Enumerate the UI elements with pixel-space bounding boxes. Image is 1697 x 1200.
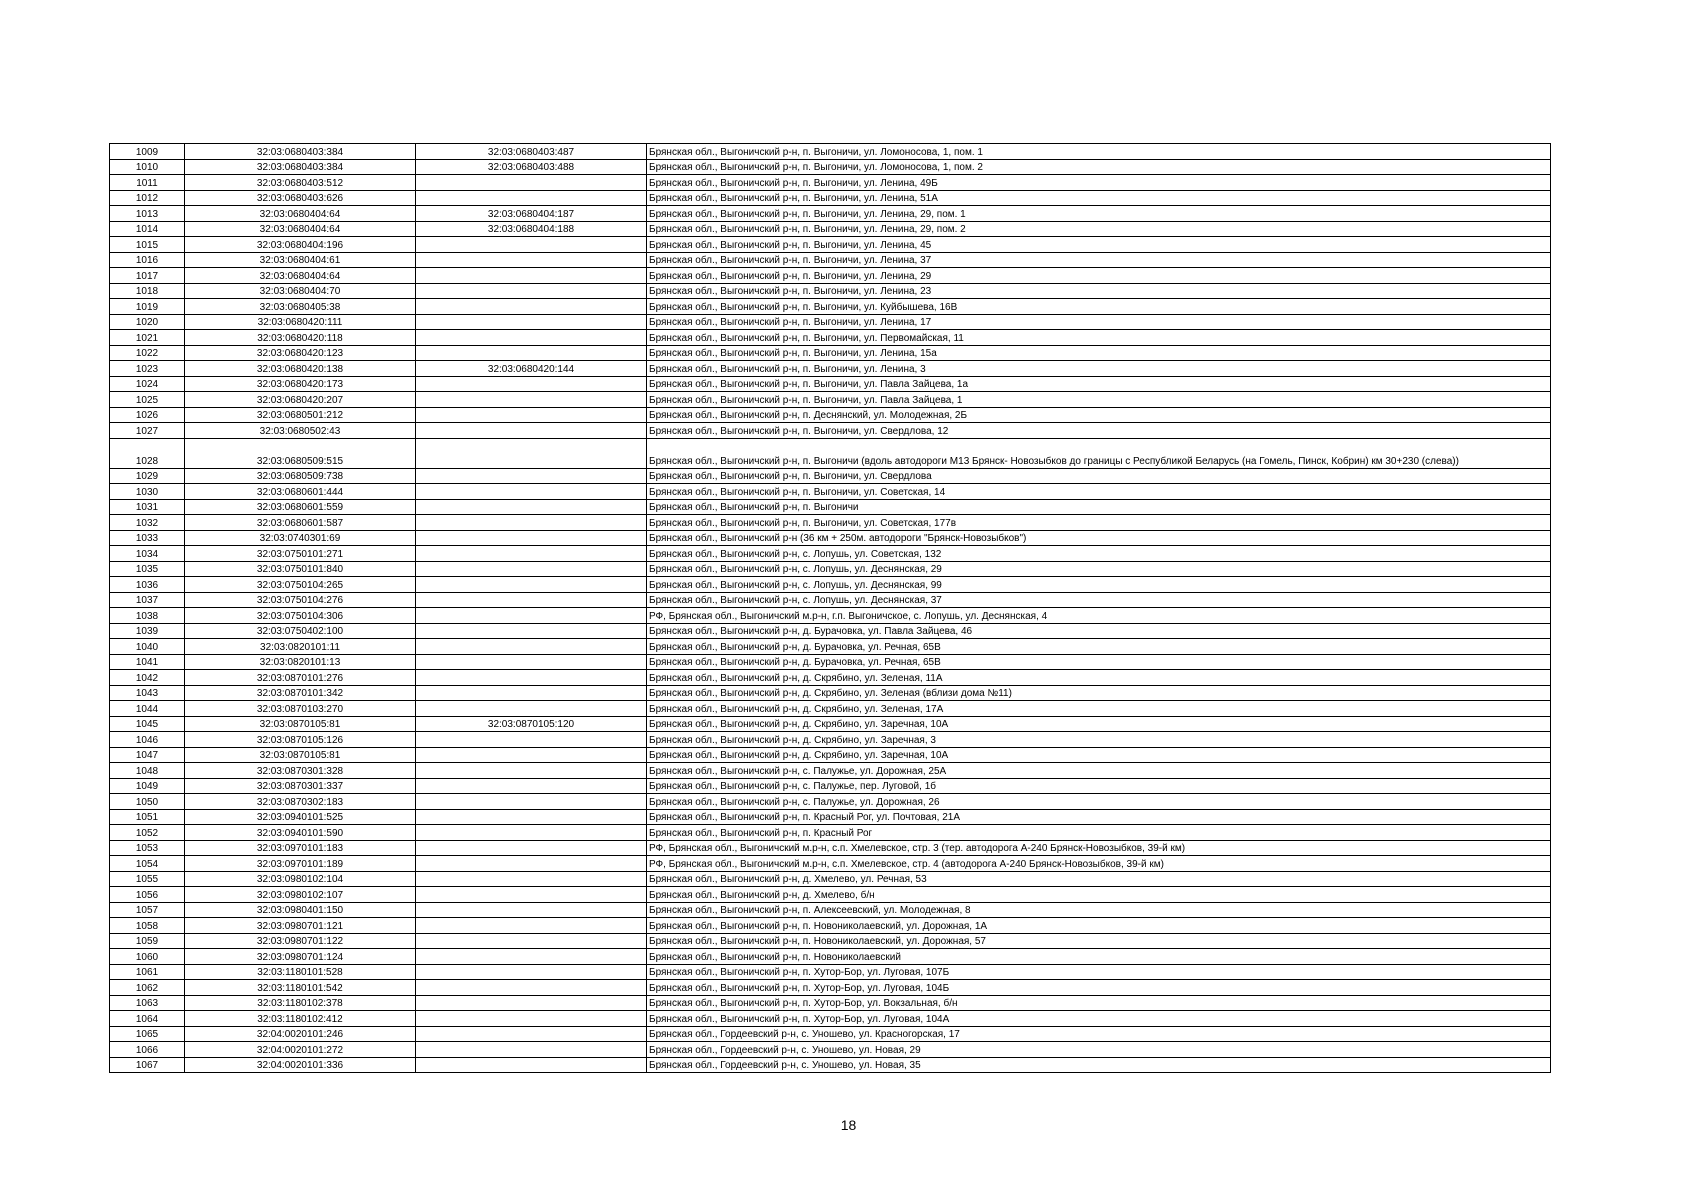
registry-table-body bbox=[110, 144, 1551, 1073]
table-row bbox=[110, 423, 1551, 439]
address-cell: Брянская обл., Выгоничский р-н, п. Выгоничи, ул. Ленина, 3 bbox=[647, 361, 1551, 377]
table-row bbox=[110, 701, 1551, 717]
related-cadastral-number-cell bbox=[416, 1057, 647, 1073]
address-cell: Брянская обл., Выгоничский р-н, д. Скрябино, ул. Заречная, 3 bbox=[647, 732, 1551, 748]
address-cell: Брянская обл., Выгоничский р-н, с. Лопушь, ул. Деснянская, 99 bbox=[647, 577, 1551, 593]
table-row bbox=[110, 964, 1551, 980]
address-cell: Брянская обл., Выгоничский р-н (36 км + 250м. автодороги "Брянск-Новозыбков") bbox=[647, 530, 1551, 546]
related-cadastral-number-cell bbox=[416, 639, 647, 655]
row-number-cell: 1058 bbox=[110, 918, 185, 934]
address-cell: Брянская обл., Выгоничский р-н, с. Лопушь, ул. Деснянская, 29 bbox=[647, 561, 1551, 577]
cadastral-number-cell: 32:03:0970101:183 bbox=[185, 840, 416, 856]
related-cadastral-number-cell bbox=[416, 856, 647, 872]
table-row bbox=[110, 608, 1551, 624]
related-cadastral-number-cell bbox=[416, 887, 647, 903]
cadastral-number-cell: 32:03:0980401:150 bbox=[185, 902, 416, 918]
row-number-cell: 1037 bbox=[110, 592, 185, 608]
related-cadastral-number-cell bbox=[416, 592, 647, 608]
row-number-cell: 1035 bbox=[110, 561, 185, 577]
table-row bbox=[110, 546, 1551, 562]
cadastral-number-cell: 32:03:0680404:64 bbox=[185, 206, 416, 222]
related-cadastral-number-cell bbox=[416, 407, 647, 423]
row-number-cell: 1024 bbox=[110, 376, 185, 392]
address-cell: Брянская обл., Выгоничский р-н, п. Выгоничи, ул. Ленина, 37 bbox=[647, 252, 1551, 268]
address-cell: Брянская обл., Выгоничский р-н, п. Хутор-Бор, ул. Луговая, 104Б bbox=[647, 980, 1551, 996]
row-number-cell: 1030 bbox=[110, 484, 185, 500]
related-cadastral-number-cell: 32:03:0870105:120 bbox=[416, 716, 647, 732]
address-cell: РФ, Брянская обл., Выгоничский м.р-н, с.п. Хмелевское, стр. 4 (автодорога А-240 Брянск-Новозыбков, 39-й км) bbox=[647, 856, 1551, 872]
table-row bbox=[110, 732, 1551, 748]
cadastral-number-cell: 32:03:0680501:212 bbox=[185, 407, 416, 423]
row-number-cell: 1050 bbox=[110, 794, 185, 810]
related-cadastral-number-cell bbox=[416, 794, 647, 810]
address-cell: Брянская обл., Выгоничский р-н, д. Бурачовка, ул. Павла Зайцева, 46 bbox=[647, 623, 1551, 639]
cadastral-number-cell: 32:03:0680420:207 bbox=[185, 392, 416, 408]
table-row bbox=[110, 268, 1551, 284]
address-cell: Брянская обл., Выгоничский р-н, п. Выгоничи, ул. Ломоносова, 1, пом. 2 bbox=[647, 159, 1551, 175]
cadastral-number-cell: 32:03:0680420:173 bbox=[185, 376, 416, 392]
cadastral-number-cell: 32:03:0680420:138 bbox=[185, 361, 416, 377]
related-cadastral-number-cell bbox=[416, 423, 647, 439]
related-cadastral-number-cell: 32:03:0680403:488 bbox=[416, 159, 647, 175]
table-row bbox=[110, 515, 1551, 531]
cadastral-number-cell: 32:03:0870103:270 bbox=[185, 701, 416, 717]
row-number-cell: 1045 bbox=[110, 716, 185, 732]
table-row bbox=[110, 1057, 1551, 1073]
related-cadastral-number-cell bbox=[416, 345, 647, 361]
row-number-cell: 1028 bbox=[110, 438, 185, 468]
table-row bbox=[110, 484, 1551, 500]
address-cell: Брянская обл., Выгоничский р-н, п. Выгоничи, ул. Ленина, 45 bbox=[647, 237, 1551, 253]
related-cadastral-number-cell bbox=[416, 392, 647, 408]
cadastral-number-cell: 32:03:0680420:118 bbox=[185, 330, 416, 346]
cadastral-number-cell: 32:03:0870105:81 bbox=[185, 747, 416, 763]
table-row bbox=[110, 345, 1551, 361]
cadastral-number-cell: 32:03:0980701:124 bbox=[185, 949, 416, 965]
table-row bbox=[110, 949, 1551, 965]
table-row bbox=[110, 825, 1551, 841]
table-row bbox=[110, 592, 1551, 608]
row-number-cell: 1018 bbox=[110, 283, 185, 299]
related-cadastral-number-cell bbox=[416, 840, 647, 856]
related-cadastral-number-cell bbox=[416, 871, 647, 887]
address-cell: Брянская обл., Выгоничский р-н, с. Палужье, ул. Дорожная, 26 bbox=[647, 794, 1551, 810]
address-cell: Брянская обл., Выгоничский р-н, п. Хутор-Бор, ул. Вокзальная, б/н bbox=[647, 995, 1551, 1011]
address-cell: Брянская обл., Гордеевский р-н, с. Уношево, ул. Новая, 29 bbox=[647, 1042, 1551, 1058]
address-cell: Брянская обл., Выгоничский р-н, п. Новониколаевский bbox=[647, 949, 1551, 965]
related-cadastral-number-cell bbox=[416, 468, 647, 484]
row-number-cell: 1025 bbox=[110, 392, 185, 408]
related-cadastral-number-cell bbox=[416, 980, 647, 996]
address-cell: Брянская обл., Выгоничский р-н, д. Хмелево, ул. Речная, 53 bbox=[647, 871, 1551, 887]
address-cell: Брянская обл., Выгоничский р-н, с. Лопушь, ул. Советская, 132 bbox=[647, 546, 1551, 562]
cadastral-number-cell: 32:03:0750104:306 bbox=[185, 608, 416, 624]
table-row bbox=[110, 685, 1551, 701]
related-cadastral-number-cell bbox=[416, 778, 647, 794]
related-cadastral-number-cell bbox=[416, 1011, 647, 1027]
related-cadastral-number-cell bbox=[416, 902, 647, 918]
row-number-cell: 1010 bbox=[110, 159, 185, 175]
related-cadastral-number-cell bbox=[416, 918, 647, 934]
table-row bbox=[110, 670, 1551, 686]
cadastral-number-cell: 32:03:0680420:123 bbox=[185, 345, 416, 361]
related-cadastral-number-cell bbox=[416, 1042, 647, 1058]
address-cell: Брянская обл., Выгоничский р-н, п. Выгоничи (вдоль автодороги М13 Брянск- Новозыбков до границы с Республикой Беларусь (на Гомель, Пинск, Кобрин) км 30+230 (слева)) bbox=[647, 438, 1551, 468]
related-cadastral-number-cell bbox=[416, 747, 647, 763]
address-cell: Брянская обл., Выгоничский р-н, п. Выгоничи, ул. Первомайская, 11 bbox=[647, 330, 1551, 346]
cadastral-number-cell: 32:03:0680403:512 bbox=[185, 175, 416, 191]
address-cell: Брянская обл., Выгоничский р-н, п. Хутор-Бор, ул. Луговая, 104А bbox=[647, 1011, 1551, 1027]
related-cadastral-number-cell bbox=[416, 964, 647, 980]
address-cell: Брянская обл., Выгоничский р-н, п. Выгоничи, ул. Ленина, 29, пом. 2 bbox=[647, 221, 1551, 237]
address-cell: Брянская обл., Выгоничский р-н, п. Выгоничи, ул. Ленина, 29 bbox=[647, 268, 1551, 284]
row-number-cell: 1011 bbox=[110, 175, 185, 191]
table-row bbox=[110, 809, 1551, 825]
cadastral-number-cell: 32:03:1180102:378 bbox=[185, 995, 416, 1011]
related-cadastral-number-cell bbox=[416, 330, 647, 346]
table-row bbox=[110, 159, 1551, 175]
row-number-cell: 1012 bbox=[110, 190, 185, 206]
cadastral-number-cell: 32:03:0870105:81 bbox=[185, 716, 416, 732]
row-number-cell: 1026 bbox=[110, 407, 185, 423]
row-number-cell: 1051 bbox=[110, 809, 185, 825]
row-number-cell: 1064 bbox=[110, 1011, 185, 1027]
address-cell: Брянская обл., Выгоничский р-н, п. Новониколаевский, ул. Дорожная, 57 bbox=[647, 933, 1551, 949]
row-number-cell: 1016 bbox=[110, 252, 185, 268]
table-row bbox=[110, 237, 1551, 253]
cadastral-number-cell: 32:03:0680404:64 bbox=[185, 268, 416, 284]
row-number-cell: 1023 bbox=[110, 361, 185, 377]
table-row bbox=[110, 933, 1551, 949]
cadastral-number-cell: 32:03:0680502:43 bbox=[185, 423, 416, 439]
row-number-cell: 1057 bbox=[110, 902, 185, 918]
registry-table bbox=[109, 143, 1551, 1073]
table-row bbox=[110, 561, 1551, 577]
related-cadastral-number-cell bbox=[416, 438, 647, 468]
row-number-cell: 1047 bbox=[110, 747, 185, 763]
cadastral-number-cell: 32:03:0980102:107 bbox=[185, 887, 416, 903]
table-row bbox=[110, 1042, 1551, 1058]
table-row bbox=[110, 902, 1551, 918]
page-number: 18 bbox=[840, 1117, 857, 1133]
table-row bbox=[110, 918, 1551, 934]
related-cadastral-number-cell bbox=[416, 252, 647, 268]
table-row bbox=[110, 407, 1551, 423]
row-number-cell: 1046 bbox=[110, 732, 185, 748]
related-cadastral-number-cell: 32:03:0680403:487 bbox=[416, 144, 647, 160]
cadastral-number-cell: 32:03:0680403:626 bbox=[185, 190, 416, 206]
row-number-cell: 1040 bbox=[110, 639, 185, 655]
cadastral-number-cell: 32:03:0680403:384 bbox=[185, 159, 416, 175]
related-cadastral-number-cell bbox=[416, 299, 647, 315]
row-number-cell: 1055 bbox=[110, 871, 185, 887]
address-cell: Брянская обл., Выгоничский р-н, п. Выгоничи, ул. Ленина, 29, пом. 1 bbox=[647, 206, 1551, 222]
address-cell: Брянская обл., Выгоничский р-н, п. Выгоничи, ул. Советская, 177в bbox=[647, 515, 1551, 531]
address-cell: Брянская обл., Выгоничский р-н, п. Выгоничи bbox=[647, 499, 1551, 515]
address-cell: Брянская обл., Выгоничский р-н, д. Скрябино, ул. Зеленая, 17А bbox=[647, 701, 1551, 717]
cadastral-number-cell: 32:03:0680601:444 bbox=[185, 484, 416, 500]
row-number-cell: 1052 bbox=[110, 825, 185, 841]
table-row bbox=[110, 283, 1551, 299]
table-row bbox=[110, 175, 1551, 191]
cadastral-number-cell: 32:03:0680404:196 bbox=[185, 237, 416, 253]
related-cadastral-number-cell bbox=[416, 175, 647, 191]
related-cadastral-number-cell bbox=[416, 685, 647, 701]
row-number-cell: 1029 bbox=[110, 468, 185, 484]
address-cell: Брянская обл., Выгоничский р-н, п. Деснянский, ул. Молодежная, 2Б bbox=[647, 407, 1551, 423]
cadastral-number-cell: 32:03:0870302:183 bbox=[185, 794, 416, 810]
table-row bbox=[110, 1011, 1551, 1027]
table-row bbox=[110, 468, 1551, 484]
cadastral-number-cell: 32:03:0820101:13 bbox=[185, 654, 416, 670]
row-number-cell: 1019 bbox=[110, 299, 185, 315]
table-row bbox=[110, 530, 1551, 546]
related-cadastral-number-cell bbox=[416, 314, 647, 330]
table-row bbox=[110, 887, 1551, 903]
row-number-cell: 1059 bbox=[110, 933, 185, 949]
cadastral-number-cell: 32:03:0750402:100 bbox=[185, 623, 416, 639]
row-number-cell: 1053 bbox=[110, 840, 185, 856]
cadastral-number-cell: 32:03:0680405:38 bbox=[185, 299, 416, 315]
row-number-cell: 1060 bbox=[110, 949, 185, 965]
related-cadastral-number-cell bbox=[416, 995, 647, 1011]
table-row bbox=[110, 778, 1551, 794]
table-row bbox=[110, 206, 1551, 222]
address-cell: Брянская обл., Выгоничский р-н, п. Выгоничи, ул. Свердлова bbox=[647, 468, 1551, 484]
row-number-cell: 1038 bbox=[110, 608, 185, 624]
cadastral-number-cell: 32:03:0970101:189 bbox=[185, 856, 416, 872]
row-number-cell: 1042 bbox=[110, 670, 185, 686]
related-cadastral-number-cell bbox=[416, 825, 647, 841]
row-number-cell: 1066 bbox=[110, 1042, 185, 1058]
related-cadastral-number-cell bbox=[416, 732, 647, 748]
address-cell: Брянская обл., Выгоничский р-н, п. Выгоничи, ул. Куйбышева, 16В bbox=[647, 299, 1551, 315]
cadastral-number-cell: 32:03:0750104:265 bbox=[185, 577, 416, 593]
cadastral-number-cell: 32:03:0980701:122 bbox=[185, 933, 416, 949]
address-cell: Брянская обл., Выгоничский р-н, д. Бурачовка, ул. Речная, 65В bbox=[647, 654, 1551, 670]
table-row bbox=[110, 747, 1551, 763]
table-row bbox=[110, 654, 1551, 670]
table-row bbox=[110, 794, 1551, 810]
related-cadastral-number-cell: 32:03:0680404:187 bbox=[416, 206, 647, 222]
row-number-cell: 1041 bbox=[110, 654, 185, 670]
address-cell: Брянская обл., Выгоничский р-н, п. Выгоничи, ул. Павла Зайцева, 1 bbox=[647, 392, 1551, 408]
related-cadastral-number-cell bbox=[416, 623, 647, 639]
address-cell: Брянская обл., Выгоничский р-н, п. Красный Рог, ул. Почтовая, 21А bbox=[647, 809, 1551, 825]
cadastral-number-cell: 32:03:0680404:64 bbox=[185, 221, 416, 237]
table-row bbox=[110, 840, 1551, 856]
related-cadastral-number-cell bbox=[416, 499, 647, 515]
row-number-cell: 1032 bbox=[110, 515, 185, 531]
related-cadastral-number-cell bbox=[416, 283, 647, 299]
related-cadastral-number-cell bbox=[416, 237, 647, 253]
table-row bbox=[110, 438, 1551, 468]
row-number-cell: 1067 bbox=[110, 1057, 185, 1073]
table-row bbox=[110, 392, 1551, 408]
table-row bbox=[110, 314, 1551, 330]
address-cell: Брянская обл., Выгоничский р-н, п. Выгоничи, ул. Ленина, 17 bbox=[647, 314, 1551, 330]
cadastral-number-cell: 32:03:1180101:542 bbox=[185, 980, 416, 996]
row-number-cell: 1056 bbox=[110, 887, 185, 903]
related-cadastral-number-cell bbox=[416, 608, 647, 624]
table-row bbox=[110, 221, 1551, 237]
cadastral-number-cell: 32:03:0980102:104 bbox=[185, 871, 416, 887]
row-number-cell: 1017 bbox=[110, 268, 185, 284]
table-row bbox=[110, 763, 1551, 779]
row-number-cell: 1062 bbox=[110, 980, 185, 996]
address-cell: Брянская обл., Выгоничский р-н, п. Красный Рог bbox=[647, 825, 1551, 841]
cadastral-number-cell: 32:04:0020101:272 bbox=[185, 1042, 416, 1058]
related-cadastral-number-cell bbox=[416, 190, 647, 206]
table-row bbox=[110, 577, 1551, 593]
row-number-cell: 1022 bbox=[110, 345, 185, 361]
address-cell: Брянская обл., Выгоничский р-н, д. Скрябино, ул. Зеленая (вблизи дома №11) bbox=[647, 685, 1551, 701]
cadastral-number-cell: 32:03:0940101:590 bbox=[185, 825, 416, 841]
related-cadastral-number-cell bbox=[416, 1026, 647, 1042]
row-number-cell: 1043 bbox=[110, 685, 185, 701]
address-cell: Брянская обл., Выгоничский р-н, д. Хмелево, б/н bbox=[647, 887, 1551, 903]
cadastral-number-cell: 32:03:0870105:126 bbox=[185, 732, 416, 748]
address-cell: Брянская обл., Выгоничский р-н, с. Палужье, пер. Луговой, 1б bbox=[647, 778, 1551, 794]
row-number-cell: 1065 bbox=[110, 1026, 185, 1042]
cadastral-number-cell: 32:03:0980701:121 bbox=[185, 918, 416, 934]
address-cell: Брянская обл., Выгоничский р-н, п. Выгоничи, ул. Ленина, 51А bbox=[647, 190, 1551, 206]
related-cadastral-number-cell bbox=[416, 577, 647, 593]
address-cell: Брянская обл., Выгоничский р-н, п. Выгоничи, ул. Советская, 14 bbox=[647, 484, 1551, 500]
address-cell: Брянская обл., Выгоничский р-н, п. Выгоничи, ул. Ломоносова, 1, пом. 1 bbox=[647, 144, 1551, 160]
address-cell: Брянская обл., Выгоничский р-н, п. Выгоничи, ул. Ленина, 49Б bbox=[647, 175, 1551, 191]
cadastral-number-cell: 32:03:0870301:337 bbox=[185, 778, 416, 794]
table-row bbox=[110, 995, 1551, 1011]
row-number-cell: 1049 bbox=[110, 778, 185, 794]
related-cadastral-number-cell: 32:03:0680404:188 bbox=[416, 221, 647, 237]
cadastral-number-cell: 32:03:0680404:70 bbox=[185, 283, 416, 299]
cadastral-number-cell: 32:03:0750101:271 bbox=[185, 546, 416, 562]
cadastral-number-cell: 32:03:0680404:61 bbox=[185, 252, 416, 268]
table-row bbox=[110, 144, 1551, 160]
table-row bbox=[110, 856, 1551, 872]
table-row bbox=[110, 871, 1551, 887]
row-number-cell: 1027 bbox=[110, 423, 185, 439]
address-cell: Брянская обл., Выгоничский р-н, п. Новониколаевский, ул. Дорожная, 1А bbox=[647, 918, 1551, 934]
address-cell: Брянская обл., Выгоничский р-н, д. Скрябино, ул. Зеленая, 11А bbox=[647, 670, 1551, 686]
table-row bbox=[110, 361, 1551, 377]
related-cadastral-number-cell bbox=[416, 654, 647, 670]
row-number-cell: 1061 bbox=[110, 964, 185, 980]
cadastral-number-cell: 32:04:0020101:336 bbox=[185, 1057, 416, 1073]
related-cadastral-number-cell bbox=[416, 546, 647, 562]
table-row bbox=[110, 299, 1551, 315]
address-cell: Брянская обл., Выгоничский р-н, п. Алексеевский, ул. Молодежная, 8 bbox=[647, 902, 1551, 918]
table-row bbox=[110, 252, 1551, 268]
related-cadastral-number-cell bbox=[416, 515, 647, 531]
table-row bbox=[110, 376, 1551, 392]
address-cell: Брянская обл., Выгоничский р-н, д. Скрябино, ул. Заречная, 10А bbox=[647, 716, 1551, 732]
cadastral-number-cell: 32:03:0750104:276 bbox=[185, 592, 416, 608]
address-cell: Брянская обл., Выгоничский р-н, п. Выгоничи, ул. Свердлова, 12 bbox=[647, 423, 1551, 439]
table-row bbox=[110, 190, 1551, 206]
related-cadastral-number-cell bbox=[416, 949, 647, 965]
row-number-cell: 1048 bbox=[110, 763, 185, 779]
address-cell: Брянская обл., Гордеевский р-н, с. Уношево, ул. Новая, 35 bbox=[647, 1057, 1551, 1073]
related-cadastral-number-cell bbox=[416, 670, 647, 686]
related-cadastral-number-cell bbox=[416, 530, 647, 546]
address-cell: Брянская обл., Выгоничский р-н, д. Скрябино, ул. Заречная, 10А bbox=[647, 747, 1551, 763]
cadastral-number-cell: 32:03:0870101:276 bbox=[185, 670, 416, 686]
row-number-cell: 1033 bbox=[110, 530, 185, 546]
cadastral-number-cell: 32:03:0680403:384 bbox=[185, 144, 416, 160]
cadastral-number-cell: 32:03:0680601:559 bbox=[185, 499, 416, 515]
cadastral-number-cell: 32:03:0870301:328 bbox=[185, 763, 416, 779]
address-cell: Брянская обл., Выгоничский р-н, с. Лопушь, ул. Деснянская, 37 bbox=[647, 592, 1551, 608]
related-cadastral-number-cell bbox=[416, 484, 647, 500]
cadastral-number-cell: 32:03:0820101:11 bbox=[185, 639, 416, 655]
related-cadastral-number-cell bbox=[416, 933, 647, 949]
cadastral-number-cell: 32:03:0740301:69 bbox=[185, 530, 416, 546]
related-cadastral-number-cell bbox=[416, 701, 647, 717]
cadastral-number-cell: 32:03:0680509:515 bbox=[185, 438, 416, 468]
row-number-cell: 1034 bbox=[110, 546, 185, 562]
table-row bbox=[110, 639, 1551, 655]
row-number-cell: 1013 bbox=[110, 206, 185, 222]
related-cadastral-number-cell bbox=[416, 809, 647, 825]
row-number-cell: 1014 bbox=[110, 221, 185, 237]
row-number-cell: 1020 bbox=[110, 314, 185, 330]
cadastral-number-cell: 32:03:0680601:587 bbox=[185, 515, 416, 531]
table-row bbox=[110, 980, 1551, 996]
address-cell: Брянская обл., Выгоничский р-н, п. Выгоничи, ул. Ленина, 15а bbox=[647, 345, 1551, 361]
row-number-cell: 1021 bbox=[110, 330, 185, 346]
row-number-cell: 1054 bbox=[110, 856, 185, 872]
related-cadastral-number-cell bbox=[416, 268, 647, 284]
related-cadastral-number-cell: 32:03:0680420:144 bbox=[416, 361, 647, 377]
cadastral-number-cell: 32:03:1180102:412 bbox=[185, 1011, 416, 1027]
address-cell: РФ, Брянская обл., Выгоничский м.р-н, с.п. Хмелевское, стр. 3 (тер. автодорога А-240 Брянск-Новозыбков, 39-й км) bbox=[647, 840, 1551, 856]
row-number-cell: 1009 bbox=[110, 144, 185, 160]
row-number-cell: 1039 bbox=[110, 623, 185, 639]
table-row bbox=[110, 623, 1551, 639]
address-cell: Брянская обл., Выгоничский р-н, п. Выгоничи, ул. Ленина, 23 bbox=[647, 283, 1551, 299]
cadastral-number-cell: 32:03:0870101:342 bbox=[185, 685, 416, 701]
address-cell: Брянская обл., Выгоничский р-н, д. Бурачовка, ул. Речная, 65В bbox=[647, 639, 1551, 655]
row-number-cell: 1044 bbox=[110, 701, 185, 717]
related-cadastral-number-cell bbox=[416, 376, 647, 392]
address-cell: Брянская обл., Гордеевский р-н, с. Уношево, ул. Красногорская, 17 bbox=[647, 1026, 1551, 1042]
table-row bbox=[110, 1026, 1551, 1042]
cadastral-number-cell: 32:04:0020101:246 bbox=[185, 1026, 416, 1042]
table-row bbox=[110, 716, 1551, 732]
cadastral-number-cell: 32:03:0940101:525 bbox=[185, 809, 416, 825]
cadastral-number-cell: 32:03:0750101:840 bbox=[185, 561, 416, 577]
cadastral-number-cell: 32:03:0680420:111 bbox=[185, 314, 416, 330]
table-row bbox=[110, 499, 1551, 515]
cadastral-number-cell: 32:03:0680509:738 bbox=[185, 468, 416, 484]
address-cell: РФ, Брянская обл., Выгоничский м.р-н, г.п. Выгоничское, с. Лопушь, ул. Деснянская, 4 bbox=[647, 608, 1551, 624]
related-cadastral-number-cell bbox=[416, 763, 647, 779]
row-number-cell: 1031 bbox=[110, 499, 185, 515]
cadastral-number-cell: 32:03:1180101:528 bbox=[185, 964, 416, 980]
table-row bbox=[110, 330, 1551, 346]
address-cell: Брянская обл., Выгоничский р-н, п. Хутор-Бор, ул. Луговая, 107Б bbox=[647, 964, 1551, 980]
row-number-cell: 1015 bbox=[110, 237, 185, 253]
related-cadastral-number-cell bbox=[416, 561, 647, 577]
address-cell: Брянская обл., Выгоничский р-н, с. Палужье, ул. Дорожная, 25А bbox=[647, 763, 1551, 779]
row-number-cell: 1036 bbox=[110, 577, 185, 593]
address-cell: Брянская обл., Выгоничский р-н, п. Выгоничи, ул. Павла Зайцева, 1а bbox=[647, 376, 1551, 392]
row-number-cell: 1063 bbox=[110, 995, 185, 1011]
